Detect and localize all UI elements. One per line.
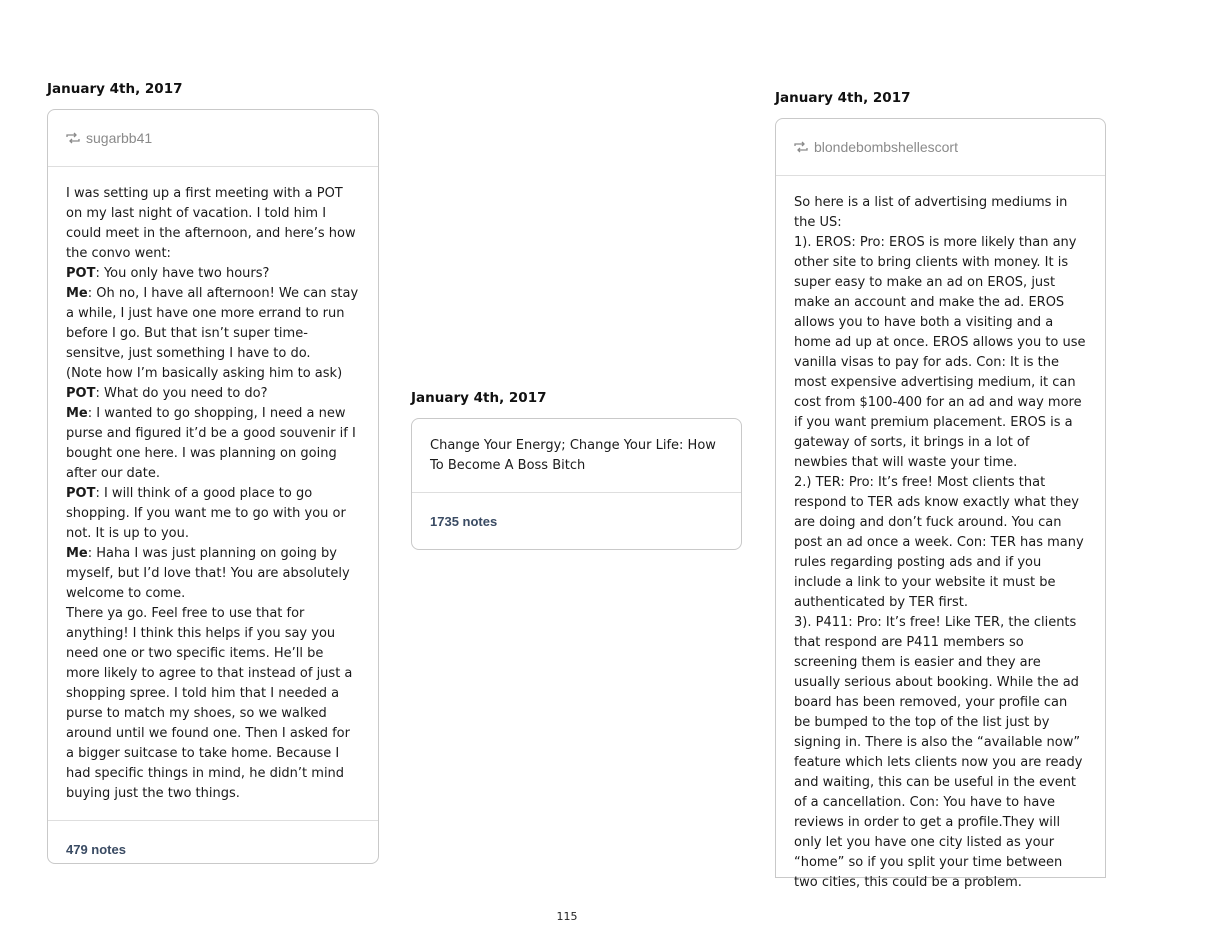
post-card: [775, 118, 1106, 890]
speaker-label: POT: [66, 266, 96, 281]
dialogue-line: [66, 404, 360, 484]
dialogue-text: : I wanted to go shopping, I need a new purse and figured it’d be a good souvenir if I bought one here. I was planning on going after our date.: [66, 406, 356, 481]
post-card: [411, 418, 742, 550]
author-link[interactable]: blondebombshellescort: [814, 139, 958, 155]
dialogue-line: [66, 264, 360, 284]
post-paragraph: 3). P411: Pro: It’s free! Like TER, the clients that respond are P411 members so screening them is easier and they are usually serious about booking. While the ad board has been removed, your profile can be bumped to the top of the list just by signing in. There is also the “available now” feature which lets clients now you are ready and waiting, this can be useful in the event of a cancellation. Con: You have to have reviews in order to get a profile.They will only let you have one city listed as your “home” so if you split your time between two cities, this could be a problem.: [794, 615, 1083, 890]
speaker-label: POT: [66, 386, 96, 401]
post-text: I was setting up a first meeting with a POT on my last night of vacation. I told him I could meet in the afternoon, and here’s how the convo went:: [66, 186, 356, 261]
dialogue-text: : You only have two hours?: [95, 266, 270, 281]
post-header: [48, 110, 378, 167]
post-date: January 4th, 2017: [411, 390, 547, 406]
post-column-left: [47, 81, 379, 864]
reblog-icon: [66, 133, 80, 143]
reblog-icon: [794, 142, 808, 152]
speaker-label: Me: [66, 286, 88, 301]
post-title[interactable]: Change Your Energy; Change Your Life: How To Become A Boss Bitch: [430, 438, 716, 473]
speaker-label: POT: [66, 486, 96, 501]
author-link[interactable]: sugarbb41: [86, 130, 153, 146]
post-text: There ya go. Feel free to use that for anything! I think this helps if you say you need one or two specific items. He’ll be more likely to agree to that instead of just a shopping spree. I told him that I needed a purse to match my shoes, so we walked around until we found one. Then I asked for a bigger suitcase to take home. Because I had specific things in mind, he didn’t mind buying just the two things.: [66, 606, 353, 801]
dialogue-text: : Haha I was just planning on going by myself, but I’d love that! You are absolutely welcome to come.: [66, 546, 350, 601]
dialogue-text: : Oh no, I have all afternoon! We can stay a while, I just have one more errand to run before I go. But that isn’t super time-sensitve, just something I have to do.: [66, 286, 359, 361]
notes-count[interactable]: 1735 notes: [412, 492, 741, 549]
dialogue-line: [66, 544, 360, 604]
post-header: [776, 119, 1105, 176]
post-paragraph: So here is a list of advertising mediums in the US:: [794, 195, 1068, 230]
post-column-right: [775, 90, 1106, 890]
post-date: January 4th, 2017: [775, 90, 911, 106]
post-body: [776, 176, 1105, 909]
post-text: (Note how I’m basically asking him to ask): [66, 366, 343, 381]
post-card: [47, 109, 379, 864]
post-column-middle: [411, 390, 742, 550]
speaker-label: Me: [66, 546, 88, 561]
post-date: January 4th, 2017: [47, 81, 183, 97]
dialogue-text: : What do you need to do?: [95, 386, 268, 401]
dialogue-text: : I will think of a good place to go shopping. If you want me to go with you or not. It is up to you.: [66, 486, 346, 541]
notes-count[interactable]: 479 notes: [48, 820, 378, 877]
dialogue-line: [66, 284, 360, 364]
post-body: [48, 167, 378, 820]
speaker-label: Me: [66, 406, 88, 421]
post-paragraph: 1). EROS: Pro: EROS is more likely than any other site to bring clients with money. It is super easy to make an ad on EROS, just make an account and make the ad. EROS allows you to have both a visiting and a home ad up at once. EROS allows you to use vanilla visas to pay for ads. Con: It is the most expensive advertising medium, it can cost from $100-400 for an ad and way more if you want premium placement. EROS is a gateway of sorts, it brings in a lot of newbies that will waste your time.: [794, 235, 1086, 470]
page-number: 115: [556, 910, 578, 923]
dialogue-line: [66, 484, 360, 544]
post-paragraph: 2.) TER: Pro: It’s free! Most clients that respond to TER ads know exactly what they are doing and don’t fuck around. You can post an ad once a week. Con: TER has many rules regarding posting ads and if you include a link to your website it must be authenticated by TER first.: [794, 475, 1084, 610]
dialogue-line: [66, 384, 360, 404]
